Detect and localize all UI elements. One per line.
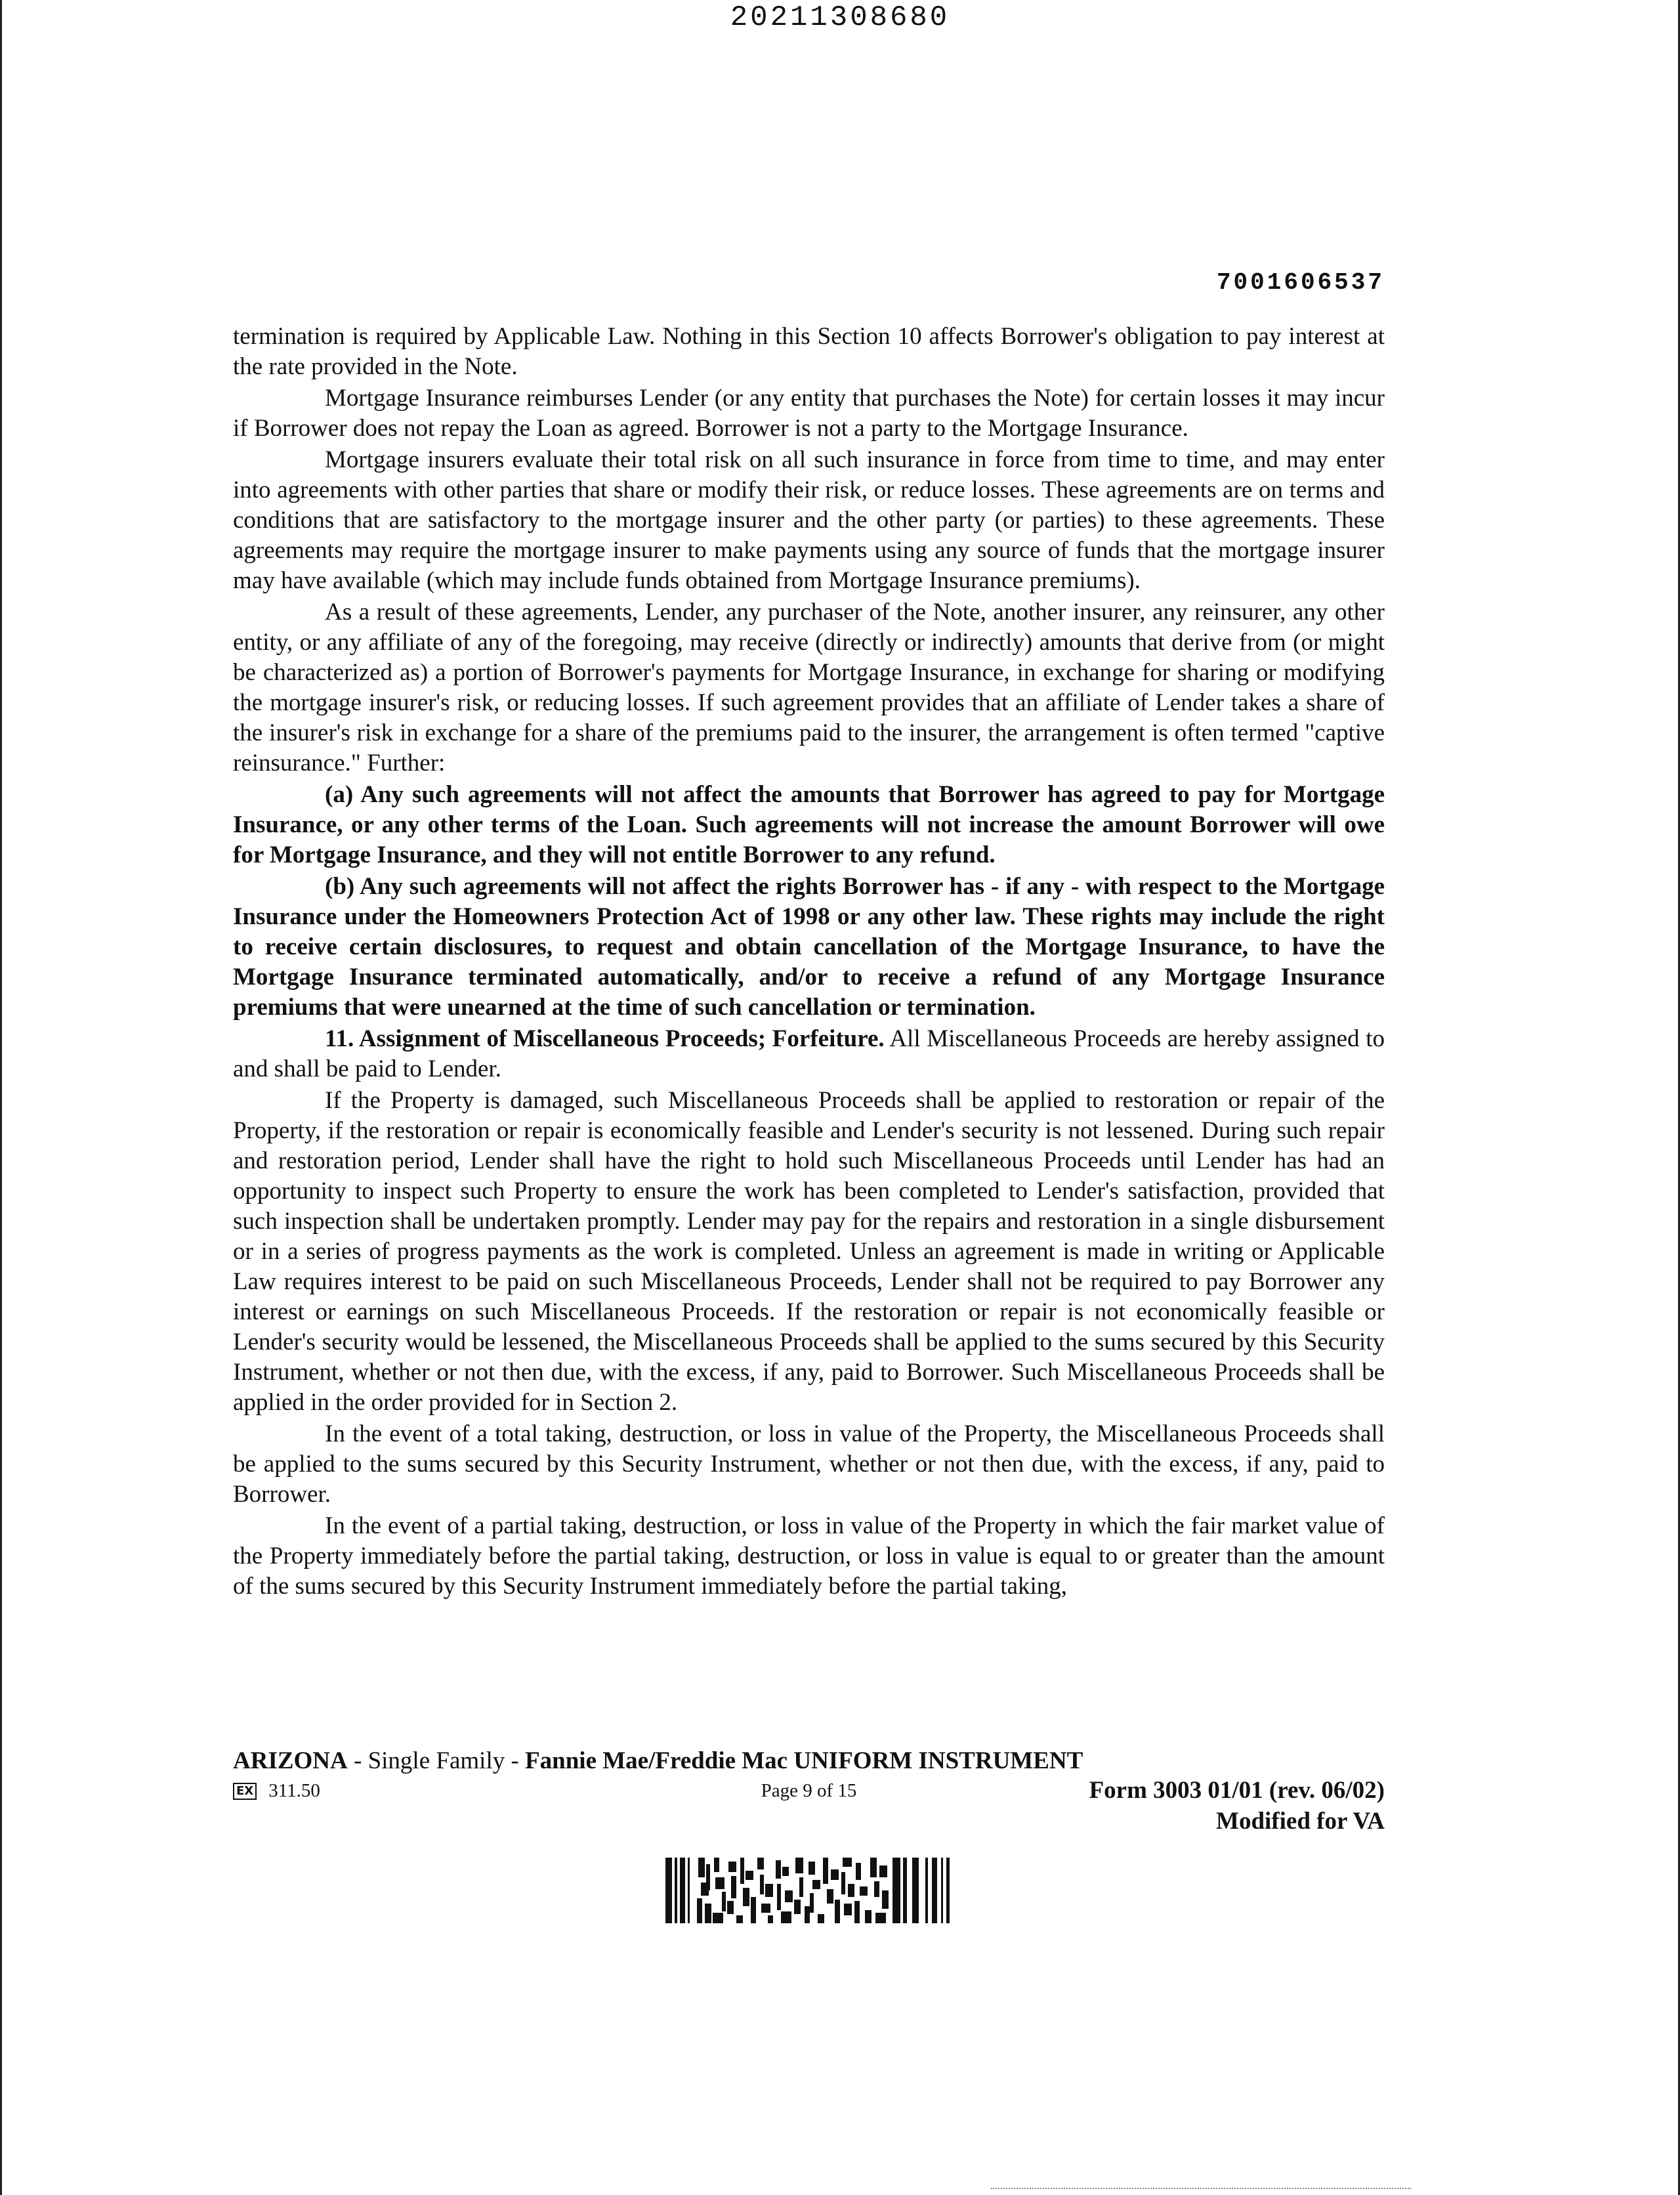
paragraph-bold: (b) Any such agreements will not affect the rights Borrower has - if any - with respect to the Mortgage Insurance under the Homeowners Protection Act of 1998 or any other law. These rights may include the right to receive certain disclosures, to request and obtain cancellation of the Mortgage Insurance, to have the Mortgage Insurance terminated automatically, and/or to receive a refund of any Mortgage Insurance premiums that were unearned at the time of such cancellation or termination. [233, 873, 1385, 1021]
footer-instrument: Fannie Mae/Freddie Mac UNIFORM INSTRUMENT [525, 1747, 1083, 1774]
form-code-number: 311.50 [268, 1780, 320, 1801]
modified-for: Modified for VA [1216, 1808, 1385, 1835]
document-body [233, 322, 1385, 1603]
barcode-icon [665, 1858, 953, 1923]
paragraph: Mortgage insurers evaluate their total risk on all such insurance in force from time to time, and may enter into agreements with other parties that share or modify their risk, or reduce losses. These agreements are on terms and conditions that are satisfactory to the mortgage insurer and the other party (or parties) to these agreements. These agreements may require the mortgage insurer to make payments using any source of funds that the mortgage insurer may have available (which may include funds obtained from Mortgage Insurance premiums). [233, 446, 1385, 594]
paragraph: If the Property is damaged, such Miscellaneous Proceeds shall be applied to restoration or repair of the Property, if the restoration or repair is economically feasible and Lender's security is not lessened. During such repair and restoration period, Lender shall have the right to hold such Miscellaneous Proceeds until Lender has had an opportunity to inspect such Property to ensure the work has been completed to Lender's satisfaction, provided that such inspection shall be undertaken promptly. Lender may pay for the repairs and restoration in a single disbursement or in a series of progress payments as the work is completed. Unless an agreement is made in writing or Applicable Law requires interest to be paid on such Miscellaneous Proceeds, Lender shall not be required to pay Borrower any interest or earnings on such Miscellaneous Proceeds. If the restoration or repair is not economically feasible or Lender's security would be lessened, the Miscellaneous Proceeds shall be applied to the sums secured by this Security Instrument, whether or not then due, with the excess, if any, paid to Borrower. Such Miscellaneous Proceeds shall be applied in the order provided for in Section 2. [233, 1087, 1385, 1416]
section-text: All Miscellaneous Proceeds are hereby assigned to and shall be paid to Lender. [233, 1025, 1385, 1082]
loan-number: 7001606537 [1216, 269, 1385, 296]
paragraph: Mortgage Insurance reimburses Lender (or any entity that purchases the Note) for certain losses it may incur if Borrower does not repay the Loan as agreed. Borrower is not a party to the Mortgage Insurance. [233, 385, 1385, 442]
scan-left-edge [0, 0, 2, 2195]
paragraph: As a result of these agreements, Lender, any purchaser of the Note, another insurer, any reinsurer, any other entity, or any affiliate of any of the foregoing, may receive (directly or indirectly) amounts that derive from (or might be characterized as) a portion of Borrower's payments for Mortgage Insurance, in exchange for sharing or modifying the mortgage insurer's risk, or reducing losses. If such agreement provides that an affiliate of Lender takes a share of the insurer's risk in exchange for a share of the premiums paid to the insurer, the arrangement is often termed "captive reinsurance." Further: [233, 599, 1385, 777]
paragraph: In the event of a total taking, destruction, or loss in value of the Property, the Miscellaneous Proceeds shall be applied to the sums secured by this Security Instrument, whether or not then due, with the excess, if any, paid to Borrower. [233, 1420, 1385, 1508]
bottom-scan-line [991, 2188, 1411, 2190]
form-id: Form 3003 01/01 (rev. 06/02) [1089, 1777, 1385, 1804]
footer-row [233, 1776, 1385, 1806]
paragraph: termination is required by Applicable Law. Nothing in this Section 10 affects Borrower's obligation to pay interest at the rate provided in the Note. [233, 323, 1385, 380]
paragraph: In the event of a partial taking, destruction, or loss in value of the Property in which the fair market value of the Property immediately before the partial taking, destruction, or loss in value is equal to or greater than the amount of the sums secured by this Security Instrument immediately before the partial taking, [233, 1512, 1385, 1600]
ex-logo-icon: EX [233, 1783, 257, 1800]
paragraph-bold: (a) Any such agreements will not affect the amounts that Borrower has agreed to pay for Mortgage Insurance, or any other terms of the Loan. Such agreements will not increase the amount Borrower will owe for Mortgage Insurance, and they will not entitle Borrower to any refund. [233, 781, 1385, 868]
page-number: Page 9 of 15 [761, 1780, 857, 1801]
section-11-paragraph [233, 1024, 1385, 1084]
footer-instrument-line [233, 1746, 1385, 1776]
document-footer [233, 1746, 1385, 1837]
footer-separator: - Single Family - [347, 1747, 526, 1774]
section-heading: 11. Assignment of Miscellaneous Proceeds; Forfeiture. [325, 1025, 885, 1052]
recording-number: 20211308680 [730, 1, 950, 34]
footer-state: ARIZONA [233, 1747, 348, 1774]
